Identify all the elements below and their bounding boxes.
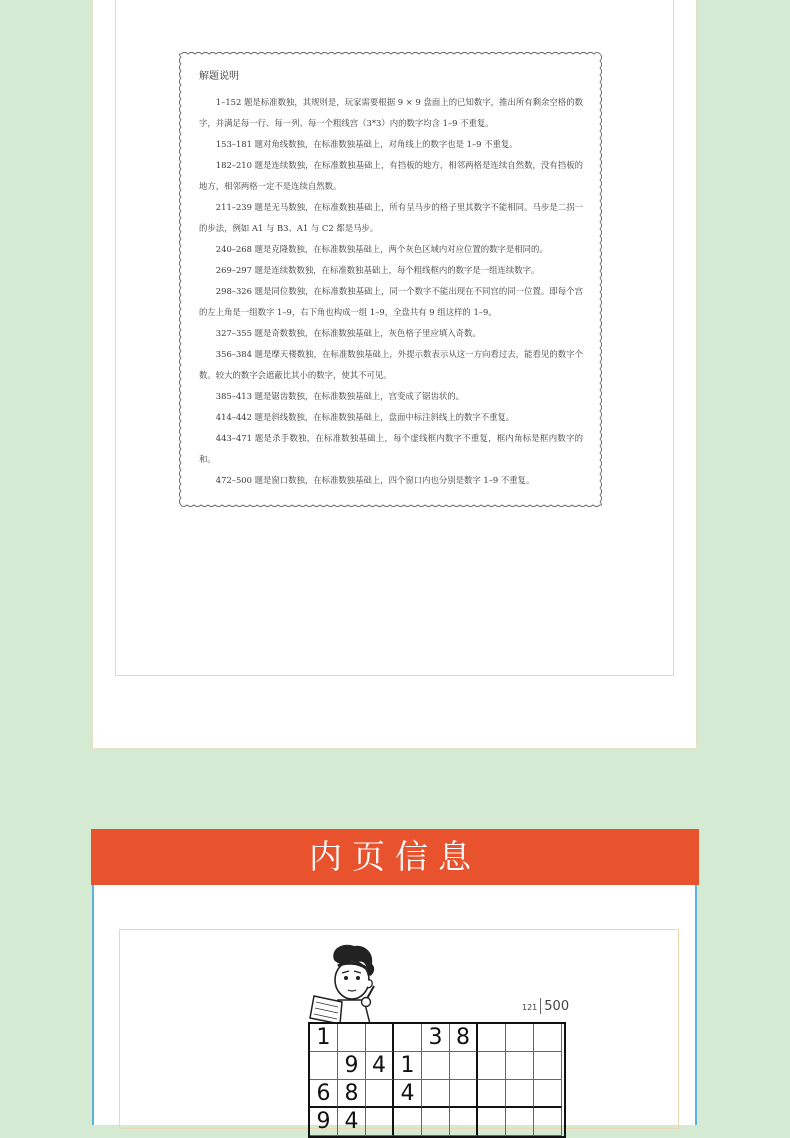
current-page: 121 [522, 1003, 538, 1012]
rule-paragraph: 240–268 题是克隆数独，在标准数独基础上，两个灰色区域内对应位置的数字是相同的。 [215, 244, 548, 254]
rule-paragraph: 356–384 题是摩天楼数独，在标准数独基础上，外提示数表示从这一方向看过去，能看见的数字个数。较大的数字会遮蔽比其小的数字，使其不可见。 [199, 349, 583, 380]
sudoku-cell [478, 1080, 506, 1108]
sudoku-cell [506, 1108, 534, 1136]
sudoku-cell [366, 1024, 394, 1052]
sudoku-cell [394, 1108, 422, 1136]
sudoku-cell: 9 [310, 1108, 338, 1136]
sudoku-cell: 8 [338, 1080, 366, 1108]
sudoku-cell [366, 1108, 394, 1136]
sudoku-cell: 1 [310, 1024, 338, 1052]
sudoku-cell [478, 1052, 506, 1080]
rule-paragraph: 298–326 题是同位数独，在标准数独基础上，同一个数字不能出现在不同宫的同一位置。即每个宫的左上角是一组数字 1–9，右下角也构成一组 1–9，全盘共有 9 组这样的 1–9。 [199, 286, 583, 317]
rule-paragraph: 153–181 题对角线数独，在标准数独基础上，对角线上的数字也是 1–9 不重复。 [215, 139, 518, 149]
sudoku-cell [478, 1108, 506, 1136]
rule-paragraph: 443–471 题是杀手数独，在标准数独基础上，每个虚线框内数字不重复，框内角标是框内数字的和。 [199, 433, 583, 464]
instructions-text [199, 66, 583, 491]
sudoku-cell [366, 1080, 394, 1108]
page-number [522, 998, 569, 1014]
rule-paragraph: 269–297 题是连续数数独，在标准数独基础上，每个粗线框内的数字是一组连续数字。 [215, 265, 540, 275]
sudoku-cell [534, 1108, 562, 1136]
sudoku-cell: 4 [366, 1052, 394, 1080]
sudoku-cell: 8 [450, 1024, 478, 1052]
sudoku-cell [506, 1052, 534, 1080]
sudoku-cell [310, 1052, 338, 1080]
rule-paragraph: 385–413 题是锯齿数独，在标准数独基础上，宫变成了锯齿状的。 [215, 391, 464, 401]
sudoku-cell [506, 1080, 534, 1108]
sudoku-cell [394, 1024, 422, 1052]
rule-paragraph: 472–500 题是窗口数独，在标准数独基础上，四个窗口内也分别是数字 1–9 不重复。 [215, 475, 535, 485]
instructions-title: 解题说明 [199, 71, 239, 82]
sudoku-cell: 9 [338, 1052, 366, 1080]
sudoku-cell [338, 1024, 366, 1052]
sudoku-cell [506, 1024, 534, 1052]
sudoku-cell [422, 1108, 450, 1136]
total-pages: 500 [544, 999, 570, 1014]
section-banner: 内页信息 [91, 829, 699, 885]
thinking-boy-illustration [308, 942, 380, 1024]
sudoku-cell: 4 [394, 1080, 422, 1108]
sudoku-cell [450, 1080, 478, 1108]
sudoku-cell [534, 1024, 562, 1052]
sudoku-cell [534, 1052, 562, 1080]
rule-paragraph: 414–442 题是斜线数独，在标准数独基础上，盘面中标注斜线上的数字不重复。 [215, 412, 515, 422]
sudoku-cell: 4 [338, 1108, 366, 1136]
sudoku-grid [308, 1022, 566, 1138]
sudoku-cell [450, 1052, 478, 1080]
sudoku-cell: 3 [422, 1024, 450, 1052]
sudoku-cell [422, 1052, 450, 1080]
rule-paragraph: 327–355 题是奇数数独，在标准数独基础上，灰色格子里应填入奇数。 [215, 328, 481, 338]
sudoku-cell [450, 1108, 478, 1136]
rule-paragraph: 211–239 题是无马数独，在标准数独基础上，所有呈马步的格子里其数字不能相同。马步是二拐一的步法，例如 A1 与 B3、A1 与 C2 都是马步。 [199, 202, 583, 233]
sudoku-cell [534, 1080, 562, 1108]
rule-paragraph: 182–210 题是连续数独，在标准数独基础上，有挡板的地方，相邻两格是连续自然数，没有挡板的地方，相邻两格一定不是连续自然数。 [199, 160, 583, 191]
sudoku-cell: 1 [394, 1052, 422, 1080]
sudoku-cell: 6 [310, 1080, 338, 1108]
page-divider [540, 998, 541, 1014]
sudoku-cell [422, 1080, 450, 1108]
sudoku-cell [478, 1024, 506, 1052]
rule-paragraph: 1–152 题是标准数独，其规则是，玩家需要根据 9 × 9 盘面上的已知数字，推出所有剩余空格的数字，并满足每一行、每一列、每一个粗线宫（3*3）内的数字均含 1–9 不重复。 [199, 97, 583, 128]
